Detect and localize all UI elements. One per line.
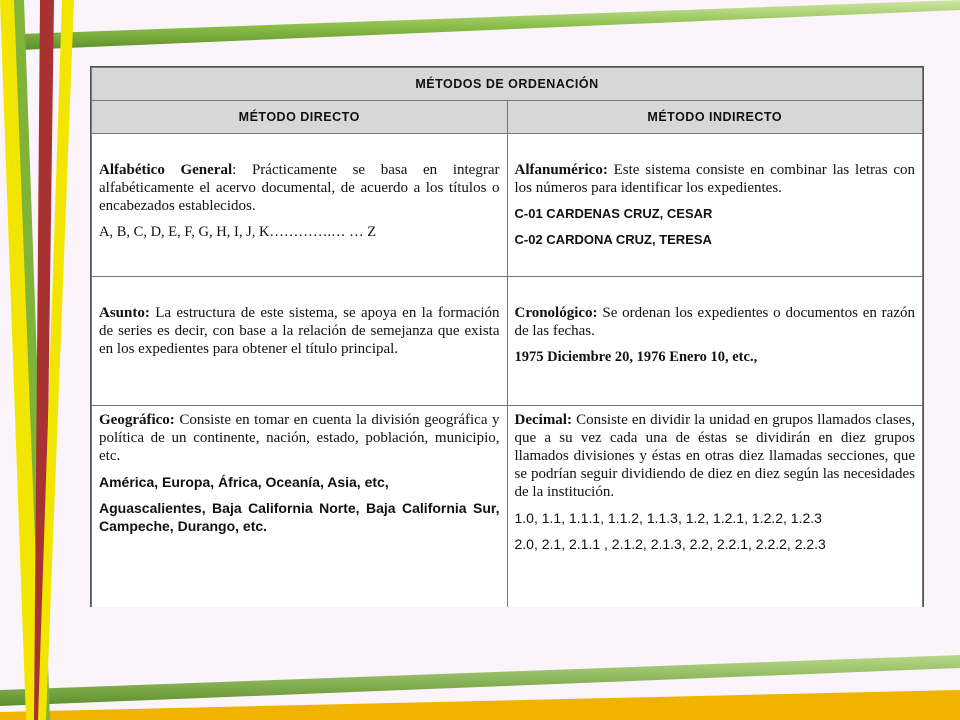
desc-alfanumerico: Este sistema consiste en combinar las letras con los números para identificar los expedientes. (514, 162, 915, 196)
term-asunto: Asunto: (99, 305, 150, 321)
example-alfabetico: A, B, C, D, E, F, G, H, I, J, K………….… … Z (99, 224, 377, 240)
term-alfanumerico: Alfanumérico: (514, 162, 608, 178)
desc-cronologico: Se ordenan los expedientes o documentos en razón de las fechas. (514, 305, 915, 339)
desc-asunto: La estructura de este sistema, se apoya en la formación de series es decir, con base a la relación de semejanza que exista en los expedientes para obtener el título principal. (99, 305, 500, 357)
desc-geografico: Consiste en tomar en cuenta la división geográfica y política de un continente, nación, estado, población, municipio, etc. (99, 412, 500, 464)
cell-cronologico (507, 277, 923, 406)
cell-asunto (92, 277, 508, 406)
example-cronologico: 1975 Diciembre 20, 1976 Enero 10, etc., (514, 349, 758, 365)
desc-alfabetico: : Prácticamente se basa en integrar alfabéticamente el acervo documental, de acuerdo a los títulos o encabezados establecidos. (99, 162, 500, 214)
cell-decimal (507, 406, 923, 608)
example-alfanumerico-2: C-02 CARDONA CRUZ, TERESA (514, 232, 712, 247)
top-green-band (20, 0, 960, 50)
example-geografico-1: América, Europa, África, Oceanía, Asia, etc, (99, 474, 389, 490)
cell-geografico (92, 406, 508, 608)
example-geografico-2: Aguascalientes, Baja California Norte, Baja California Sur, Campeche, Durango, etc. (99, 500, 500, 534)
column-header-direct: MÉTODO DIRECTO (92, 101, 508, 134)
cell-alfanumerico (507, 134, 923, 277)
term-geografico: Geográfico: (99, 412, 175, 428)
term-cronologico: Cronológico: (514, 305, 598, 321)
term-decimal: Decimal: (514, 412, 572, 428)
example-decimal-1: 1.0, 1.1, 1.1.1, 1.1.2, 1.1.3, 1.2, 1.2.1, 1.2.2, 1.2.3 (514, 510, 822, 526)
example-decimal-2: 2.0, 2.1, 2.1.1 , 2.1.2, 2.1.3, 2.2, 2.2.1, 2.2.2, 2.2.3 (514, 536, 826, 552)
table-title: MÉTODOS DE ORDENACIÓN (92, 68, 923, 101)
methods-table (91, 67, 923, 607)
example-alfanumerico-1: C-01 CARDENAS CRUZ, CESAR (514, 206, 713, 221)
column-header-indirect: MÉTODO INDIRECTO (507, 101, 923, 134)
methods-table-container (90, 66, 924, 607)
cell-alfabetico (92, 134, 508, 277)
desc-decimal: Consiste en dividir la unidad en grupos llamados clases, que a su vez cada una de éstas se dividirán en diez grupos llamados divisiones y éstas en otras diez llamadas secciones, que se podrían seguir dividiendo de diez en diez según las necesidades de la institución. (514, 412, 915, 500)
term-alfabetico: Alfabético General (99, 162, 233, 178)
